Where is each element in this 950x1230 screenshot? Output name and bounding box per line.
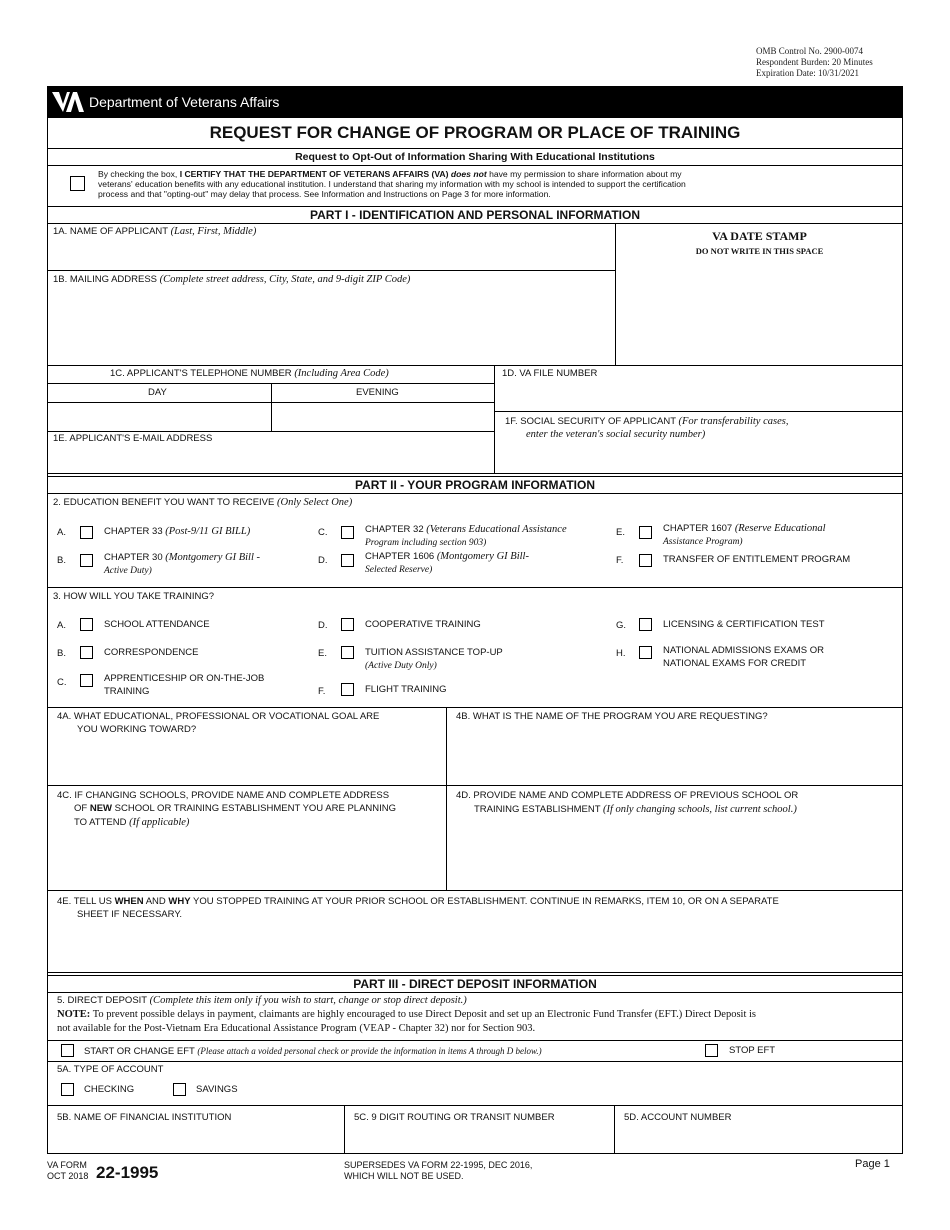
- tuition-assistance-hint: (Active Duty Only): [365, 661, 437, 671]
- supersedes-line2: WHICH WILL NOT BE USED.: [344, 1171, 464, 1181]
- training-b-letter: B.: [57, 648, 66, 659]
- optout-text-a: By checking the box,: [98, 169, 180, 179]
- account-number-label: 5D. ACCOUNT NUMBER: [624, 1112, 732, 1123]
- benefit-d-letter: D.: [318, 555, 328, 566]
- agency-name: Department of Veterans Affairs: [89, 94, 280, 110]
- direct-deposit-label: 5. DIRECT DEPOSIT (Complete this item only if you wish to start, change or stop direct deposit.): [57, 995, 467, 1006]
- ssn-label: 1F. SOCIAL SECURITY OF APPLICANT (For transferability cases,: [505, 416, 789, 427]
- phone-label: 1C. APPLICANT'S TELEPHONE NUMBER (Including Area Code): [110, 368, 389, 379]
- apprenticeship-label-2: TRAINING: [104, 686, 150, 697]
- flight-training-label: FLIGHT TRAINING: [365, 684, 447, 695]
- footer-date: OCT 2018: [47, 1171, 89, 1181]
- optout-heading: Request to Opt-Out of Information Sharing With Educational Institutions: [295, 151, 655, 163]
- transfer-entitlement-label: TRANSFER OF ENTITLEMENT PROGRAM: [663, 554, 851, 565]
- benefit-f-letter: F.: [616, 555, 624, 566]
- name-label: 1A. NAME OF APPLICANT (Last, First, Middle): [53, 226, 257, 237]
- form-title: REQUEST FOR CHANGE OF PROGRAM OR PLACE OF TRAINING: [209, 123, 741, 142]
- stamp-title: VA DATE STAMP: [712, 229, 807, 243]
- training-h-letter: H.: [616, 648, 626, 659]
- benefit-c-letter: C.: [318, 527, 328, 538]
- benefit-b-letter: B.: [57, 555, 66, 566]
- footer-form-label: [47, 1160, 88, 1182]
- program-name-question: 4B. WHAT IS THE NAME OF THE PROGRAM YOU ARE REQUESTING?: [456, 711, 768, 722]
- chapter1606-label: CHAPTER 1606 (Montgomery GI Bill-: [365, 551, 529, 562]
- apprenticeship-checkbox[interactable]: [80, 674, 93, 687]
- optout-checkbox[interactable]: [70, 176, 85, 191]
- chapter1607-checkbox[interactable]: [639, 526, 652, 539]
- licensing-label: LICENSING & CERTIFICATION TEST: [663, 619, 825, 630]
- chapter30-label: CHAPTER 30 (Montgomery GI Bill -: [104, 552, 261, 563]
- checking-checkbox[interactable]: [61, 1083, 74, 1096]
- chapter30-checkbox[interactable]: [80, 554, 93, 567]
- savings-label: SAVINGS: [196, 1084, 238, 1095]
- training-c-letter: C.: [57, 677, 67, 688]
- training-d-letter: D.: [318, 620, 328, 631]
- training-g-letter: G.: [616, 620, 627, 631]
- account-type-label: 5A. TYPE OF ACCOUNT: [57, 1064, 164, 1075]
- national-exams-label: NATIONAL ADMISSIONS EXAMS OR: [663, 645, 825, 656]
- cooperative-training-checkbox[interactable]: [341, 618, 354, 631]
- form-number: 22-1995: [96, 1163, 159, 1182]
- chapter32-checkbox[interactable]: [341, 526, 354, 539]
- day-phone-field[interactable]: [53, 410, 268, 430]
- transfer-entitlement-checkbox[interactable]: [639, 554, 652, 567]
- chapter30-hint: Active Duty): [104, 566, 152, 576]
- part3-title: PART III - DIRECT DEPOSIT INFORMATION: [353, 977, 597, 991]
- ssn-hint: enter the veteran's social security number): [526, 429, 706, 440]
- training-question: 3. HOW WILL YOU TAKE TRAINING?: [53, 591, 215, 602]
- address-label: 1B. MAILING ADDRESS (Complete street address, City, State, and 9-digit ZIP Code): [53, 274, 411, 285]
- omb-info: [756, 46, 873, 79]
- supersedes-line1: SUPERSEDES VA FORM 22-1995, DEC 2016,: [344, 1160, 533, 1170]
- email-label: 1E. APPLICANT'S E-MAIL ADDRESS: [53, 433, 213, 444]
- benefit-question: 2. EDUCATION BENEFIT YOU WANT TO RECEIVE (Only Select One): [53, 497, 353, 508]
- new-school-question-2: OF NEW SCHOOL OR TRAINING ESTABLISHMENT YOU ARE PLANNING: [74, 803, 397, 814]
- training-f-letter: F.: [318, 686, 326, 697]
- footer-va-form: VA FORM: [47, 1160, 87, 1170]
- stopped-training-question-2: SHEET IF NECESSARY.: [77, 909, 183, 920]
- licensing-checkbox[interactable]: [639, 618, 652, 631]
- cooperative-training-label: COOPERATIVE TRAINING: [365, 619, 481, 630]
- previous-school-question-2: TRAINING ESTABLISHMENT (If only changing schools, list current school.): [474, 804, 797, 815]
- part1-title: PART I - IDENTIFICATION AND PERSONAL INFORMATION: [310, 208, 640, 222]
- correspondence-checkbox[interactable]: [80, 646, 93, 659]
- chapter33-checkbox[interactable]: [80, 526, 93, 539]
- optout-text-b: I CERTIFY THAT THE DEPARTMENT OF VETERANS AFFAIRS (VA): [179, 169, 451, 179]
- chapter1607-hint: Assistance Program): [663, 537, 743, 547]
- institution-label: 5B. NAME OF FINANCIAL INSTITUTION: [57, 1112, 232, 1123]
- stop-eft-checkbox[interactable]: [705, 1044, 718, 1057]
- start-eft-checkbox[interactable]: [61, 1044, 74, 1057]
- school-attendance-checkbox[interactable]: [80, 618, 93, 631]
- previous-school-question: 4D. PROVIDE NAME AND COMPLETE ADDRESS OF PREVIOUS SCHOOL OR: [456, 790, 799, 801]
- routing-number-label: 5C. 9 DIGIT ROUTING OR TRANSIT NUMBER: [354, 1112, 555, 1123]
- benefit-e-letter: E.: [616, 527, 625, 538]
- new-school-question: 4C. IF CHANGING SCHOOLS, PROVIDE NAME AND COMPLETE ADDRESS: [57, 790, 390, 801]
- evening-phone-field[interactable]: [275, 410, 490, 430]
- flight-training-checkbox[interactable]: [341, 683, 354, 696]
- training-a-letter: A.: [57, 620, 66, 631]
- optout-text-line3: process and that "opting-out" may delay that process. See Information and Instructions on Page 3 for more information.: [98, 189, 551, 199]
- file-label: 1D. VA FILE NUMBER: [502, 368, 598, 379]
- goal-question-2: YOU WORKING TOWARD?: [77, 724, 197, 735]
- tuition-assistance-label: TUITION ASSISTANCE TOP-UP: [365, 647, 503, 658]
- optout-text-d: have my permission to share information about my: [486, 169, 682, 179]
- apprenticeship-label: APPRENTICESHIP OR ON-THE-JOB: [104, 673, 265, 684]
- chapter1607-label: CHAPTER 1607 (Reserve Educational: [663, 523, 826, 534]
- national-exams-checkbox[interactable]: [639, 646, 652, 659]
- training-e-letter: E.: [318, 648, 327, 659]
- direct-deposit-note: NOTE: To prevent possible delays in payment, claimants are highly encouraged to use Direct Deposit and set up an Electronic Fund Transfer (EFT.) Direct Deposit is not available for the Post-Vietnam Era Educational Assistance Program (VEAP - Chapter 32) nor for Section 903.: [57, 1009, 757, 1034]
- savings-checkbox[interactable]: [173, 1083, 186, 1096]
- stopped-training-question: 4E. TELL US WHEN AND WHY YOU STOPPED TRAINING AT YOUR PRIOR SCHOOL OR ESTABLISHMENT. CONTINUE IN REMARKS, ITEM 10, OR ON A SEPARATE: [57, 896, 779, 907]
- chapter32-label: CHAPTER 32 (Veterans Educational Assistance: [365, 524, 567, 535]
- optout-text-c: does not: [450, 169, 487, 179]
- supersedes-note: [344, 1160, 532, 1182]
- omb-expiration: Expiration Date: 10/31/2021: [756, 68, 859, 78]
- national-exams-label-2: NATIONAL EXAMS FOR CREDIT: [663, 658, 807, 669]
- evening-label: EVENING: [356, 387, 399, 398]
- stamp-subtitle: DO NOT WRITE IN THIS SPACE: [695, 246, 824, 256]
- school-attendance-label: SCHOOL ATTENDANCE: [104, 619, 210, 630]
- page-number: Page 1: [855, 1158, 890, 1170]
- checking-label: CHECKING: [84, 1084, 135, 1095]
- tuition-assistance-checkbox[interactable]: [341, 646, 354, 659]
- chapter1606-hint: Selected Reserve): [365, 565, 433, 575]
- chapter1606-checkbox[interactable]: [341, 554, 354, 567]
- part2-title: PART II - YOUR PROGRAM INFORMATION: [355, 478, 595, 492]
- stop-eft-label: STOP EFT: [729, 1045, 776, 1056]
- goal-question: 4A. WHAT EDUCATIONAL, PROFESSIONAL OR VOCATIONAL GOAL ARE: [57, 711, 380, 722]
- day-label: DAY: [148, 387, 167, 398]
- omb-control: OMB Control No. 2900-0074: [756, 46, 864, 56]
- chapter32-hint: Program including section 903): [365, 538, 487, 548]
- correspondence-label: CORRESPONDENCE: [104, 647, 199, 658]
- new-school-question-3: TO ATTEND (If applicable): [74, 817, 190, 828]
- optout-text: [98, 169, 888, 199]
- omb-burden: Respondent Burden: 20 Minutes: [756, 57, 873, 67]
- chapter33-label: CHAPTER 33 (Post-9/11 GI BILL): [104, 526, 251, 537]
- benefit-a-letter: A.: [57, 527, 66, 538]
- optout-text-line2: veterans' education benefits with any educational institution. I understand that sharing my information with my school is intended to support the certification: [98, 179, 686, 189]
- start-eft-label: START OR CHANGE EFT (Please attach a voided personal check or provide the information in items A through D below.): [84, 1046, 542, 1057]
